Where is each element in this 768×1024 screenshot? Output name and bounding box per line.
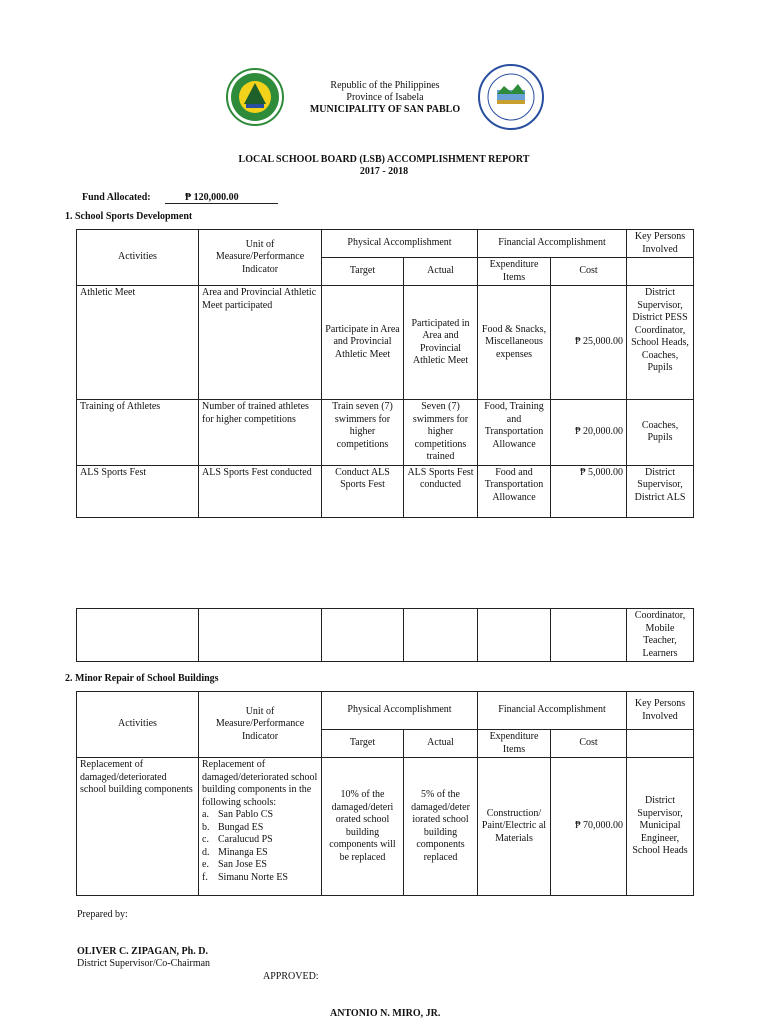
table-row [77,609,694,662]
header-key-persons: Key Persons Involved [627,230,694,258]
cell-persons: District Supervisor, District ALS [627,465,694,517]
list-item [202,834,318,847]
cell-unit: ALS Sports Fest conducted [199,465,322,517]
cell-unit-intro: Replacement of damaged/deteriorated school building components in the following schools: [202,759,318,808]
list-item [202,872,318,885]
cell-actual: ALS Sports Fest conducted [404,465,478,517]
school-name: Caralucud PS [218,834,273,845]
cell-unit: Area and Provincial Athletic Meet participated [199,286,322,400]
table-row [77,465,694,517]
header-unit: Unit of Measure/Performance Indicator [199,692,322,758]
header-cost: Cost [551,730,627,758]
header-physical: Physical Accomplishment [322,692,478,730]
cell-target: Train seven (7) swimmers for higher competitions [322,400,404,466]
minor-repair-table [76,691,694,896]
cell-unit [199,758,322,896]
municipal-seal-left [226,68,284,126]
province-seal-right [478,64,544,130]
cell-target: 10% of the damaged/deteri orated school building components will be replaced [322,758,404,896]
cell-expenditure: Food and Transportation Allowance [478,465,551,517]
section1-title: 1. School Sports Development [65,211,193,222]
fund-value: ₱ 120,000.00 [165,192,278,204]
list-item [202,809,318,822]
cell-cost: ₱ 20,000.00 [551,400,627,466]
letterhead-republic: Republic of the Philippines [330,80,440,91]
list-letter: c. [202,834,209,845]
header-physical: Physical Accomplishment [322,230,478,258]
section2-title: 2. Minor Repair of School Buildings [65,673,219,684]
list-letter: a. [202,809,209,820]
prepared-by-label: Prepared by: [77,909,128,920]
cell-expenditure: Construction/ Paint/Electric al Materials [478,758,551,896]
school-name: San Pablo CS [218,809,274,820]
list-item [202,859,318,872]
table-row [77,286,694,400]
header-unit: Unit of Measure/Performance Indicator [199,230,322,286]
report-title: LOCAL SCHOOL BOARD (LSB) ACCOMPLISHMENT REPORT [238,154,530,165]
cell-activity: ALS Sports Fest [77,465,199,517]
fund-label: Fund Allocated: [82,192,151,203]
school-list [202,809,318,884]
cell-activity: Athletic Meet [77,286,199,400]
list-letter: d. [202,846,210,858]
cell-activity: Training of Athletes [77,400,199,466]
header-financial: Financial Accomplishment [478,230,627,258]
report-year: 2017 - 2018 [359,166,409,177]
letterhead [290,80,480,116]
list-letter: f. [202,871,208,883]
cell-activity: Replacement of damaged/deteriorated school building components [77,758,199,896]
cell-persons: District Supervisor, Municipal Engineer, School Heads [627,758,694,896]
sports-development-continuation-table [76,608,694,662]
school-name: Minanga ES [218,846,268,858]
header-actual: Actual [404,730,478,758]
header-empty [627,730,694,758]
header-financial: Financial Accomplishment [478,692,627,730]
cell-persons: Coordinator, Mobile Teacher, Learners [627,609,694,662]
header-expenditure: Expenditure Items [478,258,551,286]
cell-actual: Seven (7) swimmers for higher competitions trained [404,400,478,466]
letterhead-province: Province of Isabela [346,92,424,103]
approved-name: ANTONIO N. MIRO, JR. [330,1008,441,1019]
cell-empty [551,609,627,662]
header-activities: Activities [77,230,199,286]
header-key-persons: Key Persons Involved [627,692,694,730]
cell-expenditure: Food & Snacks, Miscellaneous expenses [478,286,551,400]
header-activities: Activities [77,692,199,758]
cell-target: Conduct ALS Sports Fest [322,465,404,517]
header-cost: Cost [551,258,627,286]
cell-actual: Participated in Area and Provincial Athletic Meet [404,286,478,400]
cell-unit: Number of trained athletes for higher competitions [199,400,322,466]
cell-persons: Coaches, Pupils [627,400,694,466]
cell-persons: District Supervisor, District PESS Coordinator, School Heads, Coaches, Pupils [627,286,694,400]
cell-cost: ₱ 70,000.00 [551,758,627,896]
cell-target: Participate in Area and Provincial Athletic Meet [322,286,404,400]
cell-expenditure: Food, Training and Transportation Allowance [478,400,551,466]
approved-label: APPROVED: [263,971,319,982]
letterhead-municipality: MUNICIPALITY OF SAN PABLO [309,104,461,115]
cell-empty [322,609,404,662]
header-empty [627,258,694,286]
header-target: Target [322,258,404,286]
cell-empty [478,609,551,662]
header-expenditure: Expenditure Items [478,730,551,758]
cell-cost: ₱ 25,000.00 [551,286,627,400]
list-letter: b. [202,821,210,833]
school-name: Simanu Norte ES [218,871,288,883]
cell-empty [77,609,199,662]
prepared-by-title: District Supervisor/Co-Chairman [77,958,211,969]
list-letter: e. [202,859,209,870]
sports-development-table [76,229,694,518]
table-row [77,400,694,466]
cell-empty [199,609,322,662]
prepared-by-name: OLIVER C. ZIPAGAN, Ph. D. [77,946,208,957]
list-item [202,822,318,835]
cell-empty [404,609,478,662]
header-target: Target [322,730,404,758]
school-name: San Jose ES [218,859,267,870]
cell-cost: ₱ 5,000.00 [551,465,627,517]
school-name: Bungad ES [218,821,264,833]
list-item [202,847,318,860]
header-actual: Actual [404,258,478,286]
cell-actual: 5% of the damaged/deter iorated school building components replaced [404,758,478,896]
table-row [77,758,694,896]
